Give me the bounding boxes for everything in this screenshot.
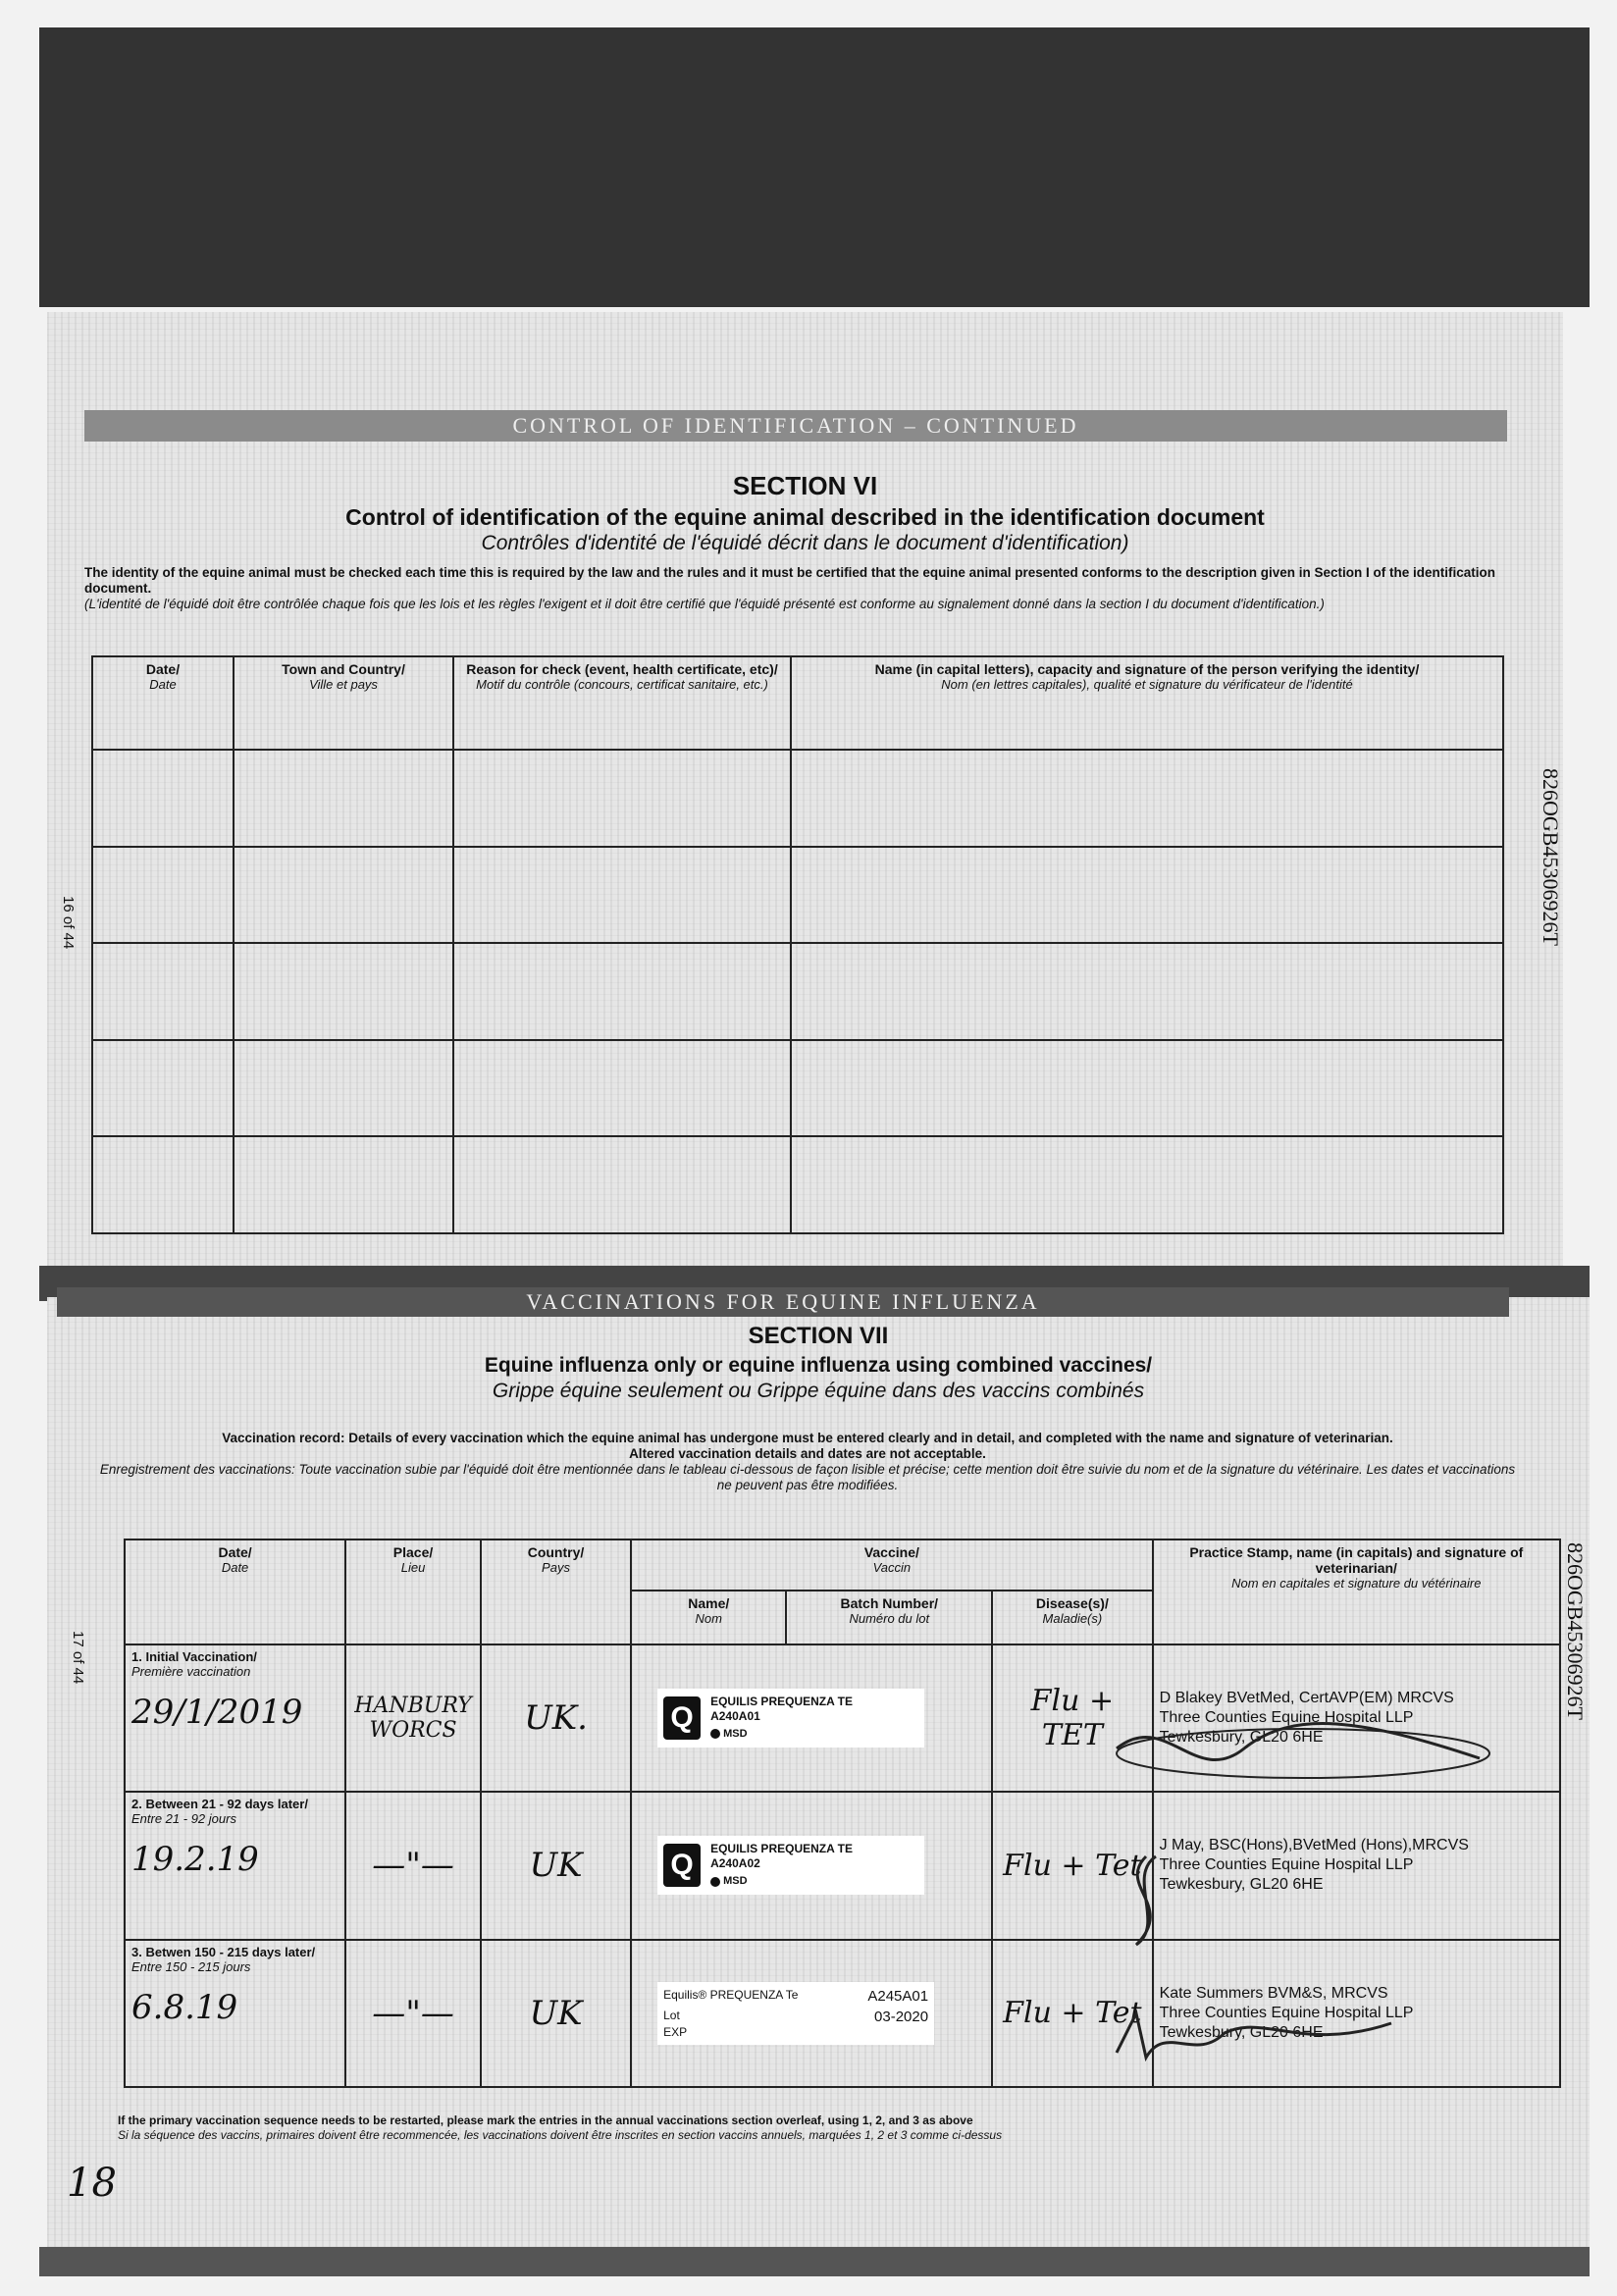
col-practice-stamp: Practice Stamp, name (in capitals) and signature of veterinarian/ Nom en capitales et signature du vétérinaire [1153, 1539, 1560, 1644]
place-cell: —"— [345, 1792, 481, 1939]
vet-practice: Three Counties Equine Hospital LLP [1159, 1856, 1414, 1874]
vet-practice: Three Counties Equine Hospital LLP [1159, 1709, 1414, 1727]
section-7-note-fr: Enregistrement des vaccinations: Toute vaccination subie par l'équidé doit être mentionnée dans le tableau ci-dessous de façon lisible et précise; cette mention doit être suivie du nom et de la signature du vétérinaire. Les dates et vaccinations ne peuvent pas être modifiées. [99, 1462, 1516, 1492]
vet-address: Tewkesbury, GL20 6HE [1159, 2023, 1324, 2041]
section-6-banner: CONTROL OF IDENTIFICATION – CONTINUED [84, 410, 1507, 442]
col-reason: Reason for check (event, health certificate, etc)/ Motif du contrôle (concours, certificat sanitaire, etc.) [453, 656, 791, 750]
section-6-subtitle-en: Control of identification of the equine animal described in the identification document [345, 504, 1265, 530]
col-batch-number: Batch Number/ Numéro du lot [786, 1591, 992, 1644]
country-cell: UK. [481, 1644, 631, 1792]
col-place: Place/ Lieu [345, 1539, 481, 1644]
col-country: Country/ Pays [481, 1539, 631, 1644]
vaccine-sticker [657, 1982, 934, 2045]
vaccination-row-2 [125, 1792, 1560, 1939]
section-6-subtitle-fr: Contrôles d'identité de l'équidé décrit dans le document d'identification) [481, 532, 1129, 554]
vet-address: Tewkesbury, GL20 6HE [1159, 1729, 1324, 1747]
section-7-title: SECTION VII [748, 1323, 889, 1349]
place-cell: HANBURY WORCS [345, 1644, 481, 1792]
passport-code-top: 826OGB45306926T [1539, 768, 1563, 946]
table-row [92, 750, 1503, 847]
dose-cell [125, 1940, 345, 2087]
dose-date: 6.8.19 [131, 1987, 238, 2027]
table-row [92, 1136, 1503, 1233]
disease-cell: Flu + TET [992, 1644, 1152, 1792]
passport-code-bottom: 826OGB45306926T [1563, 1542, 1588, 1720]
sticker-lot-label: Lot [663, 2008, 680, 2022]
col-diseases: Disease(s)/ Maladie(s) [992, 1591, 1152, 1644]
sticker-brand: MSD [723, 1728, 748, 1741]
col-date: Date/ Date [125, 1539, 345, 1644]
disease-cell: Flu + Tet [992, 1940, 1152, 2087]
country-cell: UK [481, 1792, 631, 1939]
section-6-instructions [84, 565, 1517, 612]
msd-logo-icon [710, 1729, 720, 1739]
scan-background-top [39, 27, 1590, 307]
section-7-note-en-2: Altered vaccination details and dates are not acceptable. [629, 1446, 986, 1461]
sticker-batch: A240A01 [710, 1709, 760, 1724]
sticker-name: EQUILIS PREQUENZA TE [710, 1695, 853, 1709]
vaccine-sticker-cell [631, 1644, 992, 1792]
vaccine-sticker [657, 1836, 924, 1895]
footnote-en: If the primary vaccination sequence needs to be restarted, please mark the entries in the annual vaccinations section overleaf, using 1, 2, and 3 as above [118, 2113, 973, 2127]
page-section-7 [47, 1289, 1590, 2247]
vet-practice: Three Counties Equine Hospital LLP [1159, 2004, 1414, 2021]
section-7-subtitle-en: Equine influenza only or equine influenza using combined vaccines/ [484, 1354, 1153, 1377]
vaccine-sticker-cell [631, 1940, 992, 2087]
vet-stamp-cell [1153, 1792, 1560, 1939]
section-6-note-en: The identity of the equine animal must be checked each time this is required by the law and the rules and it must be certified that the equine animal presented conforms to the description given in Section I of the identification document. [84, 565, 1496, 596]
dose-date: 19.2.19 [131, 1840, 259, 1880]
page-section-6 [47, 312, 1563, 1266]
signature-3 [1107, 2004, 1401, 2072]
dose-label: 2. Between 21 - 92 days later/ Entre 21 - 92 jours [131, 1797, 308, 1827]
section-7-footnote [118, 2113, 1550, 2143]
identity-check-table [91, 655, 1504, 1234]
section-7-subtitle-fr: Grippe équine seulement ou Grippe équine dans des vaccins combinés [492, 1380, 1145, 1402]
section-7-note-en-1: Vaccination record: Details of every vaccination which the equine animal has undergone must be entered clearly and in detail, and completed with the name and signature of veterinarian. [222, 1431, 1393, 1445]
vet-name: Kate Summers BVM&S, MRCVS [1159, 1984, 1388, 2002]
sticker-exp: 03-2020 [874, 2008, 929, 2025]
disease-cell: Flu + Tet [992, 1792, 1152, 1939]
vet-address: Tewkesbury, GL20 6HE [1159, 1876, 1324, 1894]
vaccine-sticker [657, 1689, 924, 1748]
dose-cell [125, 1644, 345, 1792]
scan-background-bottom [39, 2247, 1590, 2276]
page-number-17: 17 of 44 [70, 1631, 86, 1685]
table-row [92, 943, 1503, 1040]
section-6-title: SECTION VI [732, 471, 878, 500]
sticker-brand: MSD [723, 1875, 748, 1888]
col-town-country: Town and Country/ Ville et pays [234, 656, 453, 750]
country-cell: UK [481, 1940, 631, 2087]
col-vaccine-name: Name/ Nom [631, 1591, 786, 1644]
vet-name: D Blakey BVetMed, CertAVP(EM) MRCVS [1159, 1690, 1454, 1707]
col-date: Date/ Date [92, 656, 234, 750]
sticker-exp-label: EXP [663, 2024, 688, 2039]
vaccine-sticker-cell [631, 1792, 992, 1939]
footnote-fr: Si la séquence des vaccins, primaires doivent être recommencée, les vaccinations doivent être inscrites en section vaccins annuels, marquées 1, 2 et 3 comme ci-dessus [118, 2128, 1003, 2142]
dose-label: 1. Initial Vaccination/ Première vaccination [131, 1649, 257, 1679]
sticker-name: Equilis® PREQUENZA Te [663, 1987, 799, 2002]
msd-logo-icon [710, 1877, 720, 1887]
sticker-batch: A240A02 [710, 1856, 760, 1871]
vet-name: J May, BSC(Hons),BVetMed (Hons),MRCVS [1159, 1837, 1469, 1854]
col-verifier: Name (in capital letters), capacity and signature of the person verifying the identity/ Nom (en lettres capitales), qualité et signature du vérificateur de l'identité [791, 656, 1503, 750]
q-logo-icon: Q [663, 1844, 701, 1887]
handwritten-page-number: 18 [67, 2161, 117, 2206]
signature-1 [1107, 1709, 1499, 1788]
dose-date: 29/1/2019 [131, 1693, 303, 1732]
col-vaccine: Vaccine/ Vaccin [631, 1539, 1153, 1591]
table-row [92, 1040, 1503, 1137]
section-7-instructions [96, 1431, 1519, 1493]
dose-cell [125, 1792, 345, 1939]
q-logo-icon: Q [663, 1696, 701, 1740]
dose-label: 3. Betwen 150 - 215 days later/ Entre 150 - 215 jours [131, 1944, 316, 1974]
signature-2 [1107, 1847, 1185, 1955]
section-6-note-fr: (L'identité de l'équidé doit être contrôlée chaque fois que les lois et les règles l'exigent et il doit être certifié que l'équidé présenté est conforme au signalement donné dans la section I du document d'identification.) [84, 597, 1325, 611]
page-number-16: 16 of 44 [60, 896, 77, 950]
sticker-name: EQUILIS PREQUENZA TE [710, 1842, 853, 1856]
place-cell: —"— [345, 1940, 481, 2087]
table-row [92, 847, 1503, 944]
section-7-banner: VACCINATIONS FOR EQUINE INFLUENZA [57, 1287, 1509, 1317]
sticker-batch: A245A01 [867, 1987, 929, 2005]
